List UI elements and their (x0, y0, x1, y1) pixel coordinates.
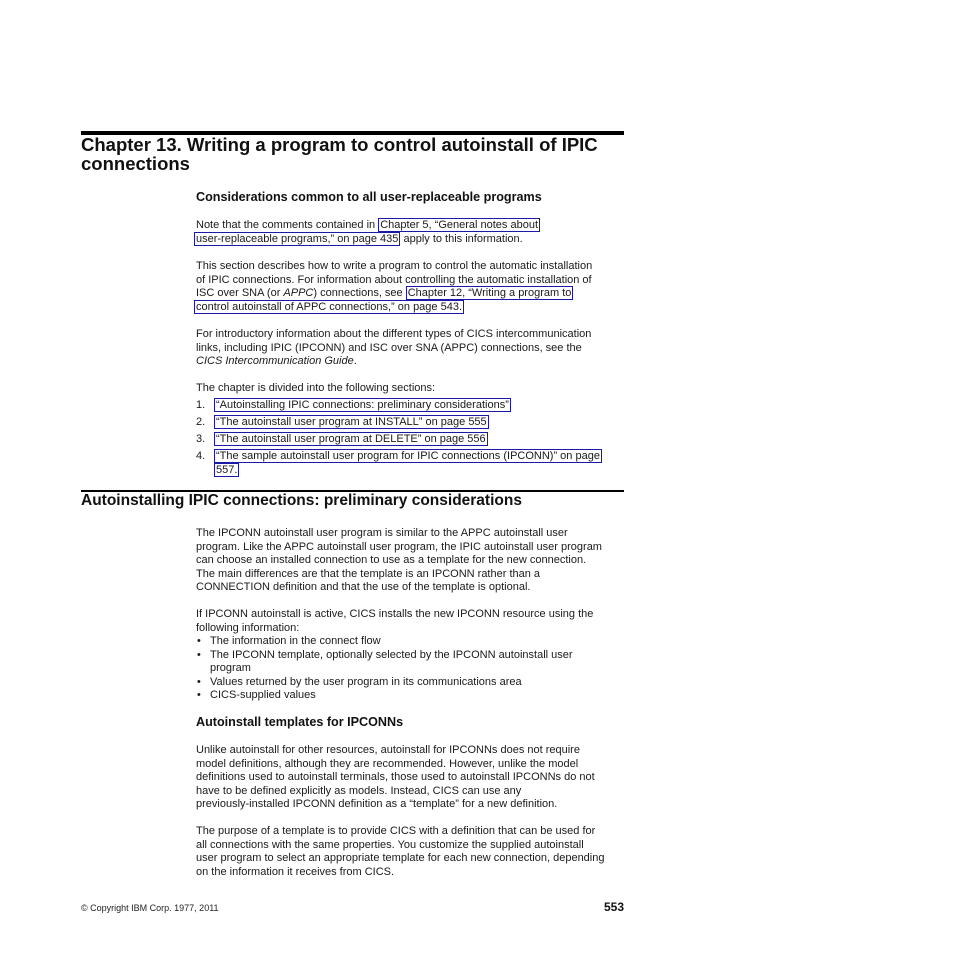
bullet-text: The IPCONN template, optionally selected by the IPCONN autoinstall user (210, 648, 573, 661)
paragraph-line: Unlike autoinstall for other resources, autoinstall for IPCONNs does not require (196, 744, 580, 756)
paragraph-line: on the information it receives from CICS. (196, 865, 395, 878)
paragraph-line (196, 301, 636, 315)
subheading-templates: Autoinstall templates for IPCONNs (196, 715, 404, 729)
text-italic: APPC (283, 287, 314, 299)
chapter-title-line1: Chapter 13. Writing a program to control autoinstall of IPIC (81, 134, 598, 155)
bullet-item: • Values returned by the user program in its communications area (197, 675, 522, 688)
paragraph-introductory (196, 328, 636, 369)
information-bullet-list (196, 635, 636, 703)
text-run: ) connections, see (313, 287, 403, 299)
list-item (196, 414, 636, 431)
bullet-text: CICS-supplied values (210, 689, 316, 701)
bullet-item: • The IPCONN template, optionally selected by the IPCONN autoinstall user program (197, 648, 573, 674)
link-chapter5-cont[interactable]: user-replaceable programs,” on page 435 (196, 232, 399, 245)
sections-list (196, 397, 636, 478)
copyright-notice: © Copyright IBM Corp. 1977, 2011 (81, 903, 219, 913)
bullet-text: Values returned by the user program in its communications area (210, 675, 522, 688)
list-link[interactable]: “The autoinstall user program at DELETE” on page 556 (216, 433, 486, 445)
paragraph-line: This section describes how to write a program to control the automatic installation (196, 260, 593, 272)
link-chapter12-cont[interactable]: control autoinstall of APPC connections,” on page 543. (196, 300, 463, 313)
link-chapter5[interactable]: Chapter 5, “General notes about (380, 219, 538, 231)
paragraph-ipconn-similar (196, 527, 636, 595)
page-number: 553 (603, 900, 624, 914)
paragraph-line: The chapter is divided into the following sections: (196, 382, 436, 394)
paragraph-line: If IPCONN autoinstall is active, CICS installs the new IPCONN resource using the (196, 608, 594, 620)
paragraph-section-description (196, 260, 636, 314)
text-run: ISC over SNA (or (196, 287, 281, 299)
list-link[interactable]: “Autoinstalling IPIC connections: preliminary considerations” (216, 399, 509, 411)
text-run: . (353, 355, 357, 367)
paragraph-line: For introductory information about the different types of CICS intercommunication (196, 328, 592, 340)
list-number: 1. (196, 399, 206, 411)
bullet-text: program (210, 662, 251, 674)
paragraph-line: The IPCONN autoinstall user program is similar to the APPC autoinstall user (196, 527, 568, 539)
paragraph-line (196, 287, 636, 301)
paragraph-line: have to be defined explicitly as models. Instead, CICS can use any (196, 784, 522, 797)
paragraph-line: previously-installed IPCONN definition as a “template” for a new definition. (196, 798, 558, 810)
text-run: Note that the comments contained in (196, 219, 376, 231)
paragraph-line: The purpose of a template is to provide CICS with a definition that can be used for (196, 825, 596, 837)
paragraph-unlike-autoinstall (196, 744, 636, 812)
paragraph-line (196, 219, 636, 233)
list-number: 3. (196, 433, 206, 445)
section-heading-autoinstalling: Autoinstalling IPIC connections: preliminary considerations (81, 492, 522, 509)
paragraph-general-notes (196, 219, 636, 246)
paragraph-line: The main differences are that the template is an IPCONN rather than a (196, 567, 541, 580)
paragraph-line (196, 233, 636, 247)
list-link-cont[interactable]: 557. (216, 463, 238, 476)
bullet-item: • The information in the connect flow (197, 635, 381, 647)
section-heading-considerations: Considerations common to all user-replaceable programs (196, 190, 542, 204)
list-link[interactable]: “The autoinstall user program at INSTALL” on page 555 (216, 416, 487, 428)
list-number: 4. (196, 450, 206, 462)
book-title: CICS Intercommunication Guide (196, 355, 354, 367)
paragraph-line: can choose an installed connection to use as a template for the new connection. (196, 554, 587, 566)
text-run: apply to this information. (403, 232, 523, 245)
chapter-title (81, 135, 641, 173)
paragraph-line: definitions used to autoinstall terminals, those used to autoinstall IPCONNs do not (196, 771, 595, 783)
paragraph-line: all connections with the same properties. You customize the supplied autoinstall (196, 838, 584, 851)
paragraph-ipconn-active (196, 608, 636, 635)
paragraph-line: user program to select an appropriate template for each new connection, depending (196, 852, 605, 864)
paragraph-purpose-template (196, 825, 636, 879)
link-chapter12[interactable]: Chapter 12, “Writing a program to (407, 287, 572, 299)
chapter-title-line2: connections (81, 153, 190, 174)
list-item (196, 397, 636, 414)
list-item (196, 448, 636, 478)
paragraph-line: following information: (196, 621, 300, 634)
list-number: 2. (196, 416, 206, 428)
bullet-item: • CICS-supplied values (197, 689, 316, 701)
bullet-text: The information in the connect flow (210, 635, 381, 647)
paragraph-line: CONNECTION definition and that the use of the template is optional. (196, 581, 531, 593)
paragraph-line: links, including IPIC (IPCONN) and ISC over SNA (APPC) connections, see the (196, 341, 582, 354)
paragraph-line: model definitions, although they are recommended. However, unlike the model (196, 757, 579, 770)
list-item (196, 431, 636, 448)
paragraph-line: of IPIC connections. For information about controlling the automatic installation of (196, 273, 592, 286)
paragraph-divided (196, 382, 636, 396)
list-link[interactable]: “The sample autoinstall user program for IPIC connections (IPCONN)” on page (216, 450, 600, 462)
paragraph-line: program. Like the APPC autoinstall user program, the IPIC autoinstall user program (196, 540, 602, 553)
paragraph-line (196, 355, 636, 369)
